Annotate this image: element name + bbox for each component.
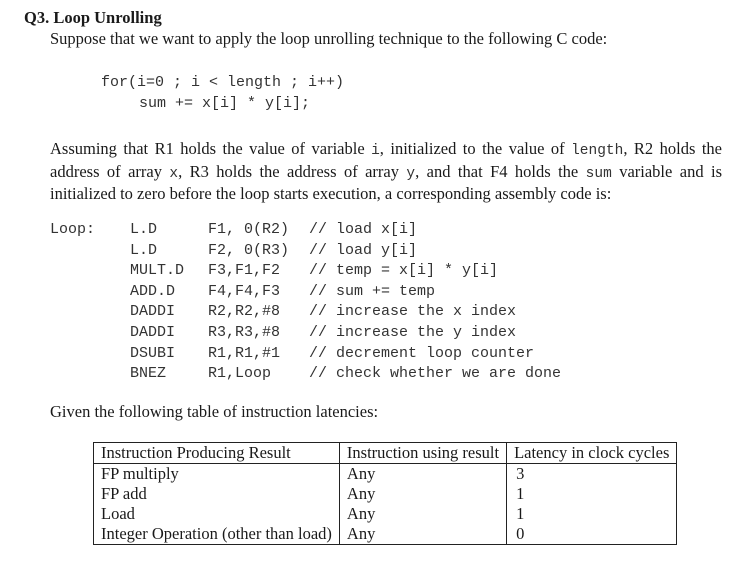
- cell-user: Any: [339, 524, 506, 545]
- asm-comment: // load y[i]: [309, 241, 418, 259]
- asm-operands: F4,F4,F3: [208, 282, 281, 300]
- cell-latency: 1: [507, 504, 677, 524]
- asm-opcode: ADD.D: [130, 282, 176, 300]
- var-sum: sum: [585, 165, 612, 182]
- asm-operands: F3,F1,F2: [208, 262, 281, 280]
- cell-producer: FP add: [94, 484, 340, 504]
- question-heading: Q3. Loop Unrolling: [24, 8, 162, 27]
- asm-operands: R1,Loop: [208, 365, 272, 383]
- asm-opcode: L.D: [130, 241, 158, 259]
- var-i: i: [371, 143, 380, 159]
- cell-latency: 3: [507, 464, 677, 485]
- cell-producer: Integer Operation (other than load): [94, 524, 340, 545]
- assumption-text-2: , initialized to the value of: [379, 139, 572, 158]
- cell-user: Any: [339, 464, 506, 485]
- cell-producer: Load: [94, 504, 340, 524]
- assumption-text-6: variable and is initialized to zero before the loop starts execution, a corresponding assembly code is:: [50, 161, 722, 203]
- assumption-text-5: , and that F4 holds the: [415, 161, 586, 181]
- cell-producer: FP multiply: [94, 464, 340, 485]
- asm-opcode: DADDI: [130, 324, 176, 341]
- assumption-paragraph: [50, 139, 722, 205]
- table-row: [94, 484, 677, 504]
- var-length: length: [571, 143, 624, 159]
- asm-comment: // increase the y index: [309, 324, 517, 341]
- asm-operands: R1,R1,#1: [208, 344, 281, 362]
- cell-user: Any: [339, 504, 506, 524]
- asm-opcode: BNEZ: [130, 365, 167, 383]
- table-row: [94, 504, 677, 524]
- table-header-row: [94, 443, 677, 464]
- assumption-text-3: , R2 holds the address of array: [50, 139, 722, 181]
- table-row: [94, 464, 677, 485]
- asm-opcode: DSUBI: [130, 344, 176, 362]
- c-code-line-1: for(i=0 ; i < length ; i++): [101, 74, 345, 91]
- question-intro: Suppose that we want to apply the loop unrolling technique to the following C code:: [50, 29, 608, 48]
- table-row: [94, 524, 677, 545]
- cell-user: Any: [339, 484, 506, 504]
- table-intro: Given the following table of instruction latencies:: [50, 402, 379, 421]
- header-latency: Latency in clock cycles: [507, 443, 677, 464]
- cell-latency: 0: [507, 524, 677, 545]
- cell-latency: 1: [507, 484, 677, 504]
- asm-comment: // temp = x[i] * y[i]: [309, 262, 499, 280]
- c-code-line-2: sum += x[i] * y[i];: [139, 95, 311, 112]
- var-x: x: [169, 165, 179, 182]
- asm-comment: // sum += temp: [309, 282, 436, 300]
- asm-comment: // decrement loop counter: [309, 344, 535, 362]
- asm-operands: F1, 0(R2): [208, 221, 290, 238]
- asm-comment: // increase the x index: [309, 303, 517, 321]
- latency-table: [93, 442, 677, 545]
- asm-operands: F2, 0(R3): [208, 241, 290, 259]
- header-producer: Instruction Producing Result: [94, 443, 340, 464]
- asm-loop-label: Loop:: [50, 221, 96, 238]
- asm-opcode: MULT.D: [130, 262, 185, 280]
- asm-comment: // load x[i]: [309, 221, 418, 238]
- header-user: Instruction using result: [339, 443, 506, 464]
- asm-operands: R2,R2,#8: [208, 303, 281, 321]
- asm-opcode: DADDI: [130, 303, 176, 321]
- asm-operands: R3,R3,#8: [208, 324, 281, 341]
- assumption-text-4: , R3 holds the address of array: [178, 161, 407, 181]
- asm-opcode: L.D: [130, 221, 158, 238]
- asm-comment: // check whether we are done: [309, 365, 562, 383]
- var-y: y: [406, 165, 416, 182]
- assumption-text-1: Assuming that R1 holds the value of variable: [50, 139, 372, 158]
